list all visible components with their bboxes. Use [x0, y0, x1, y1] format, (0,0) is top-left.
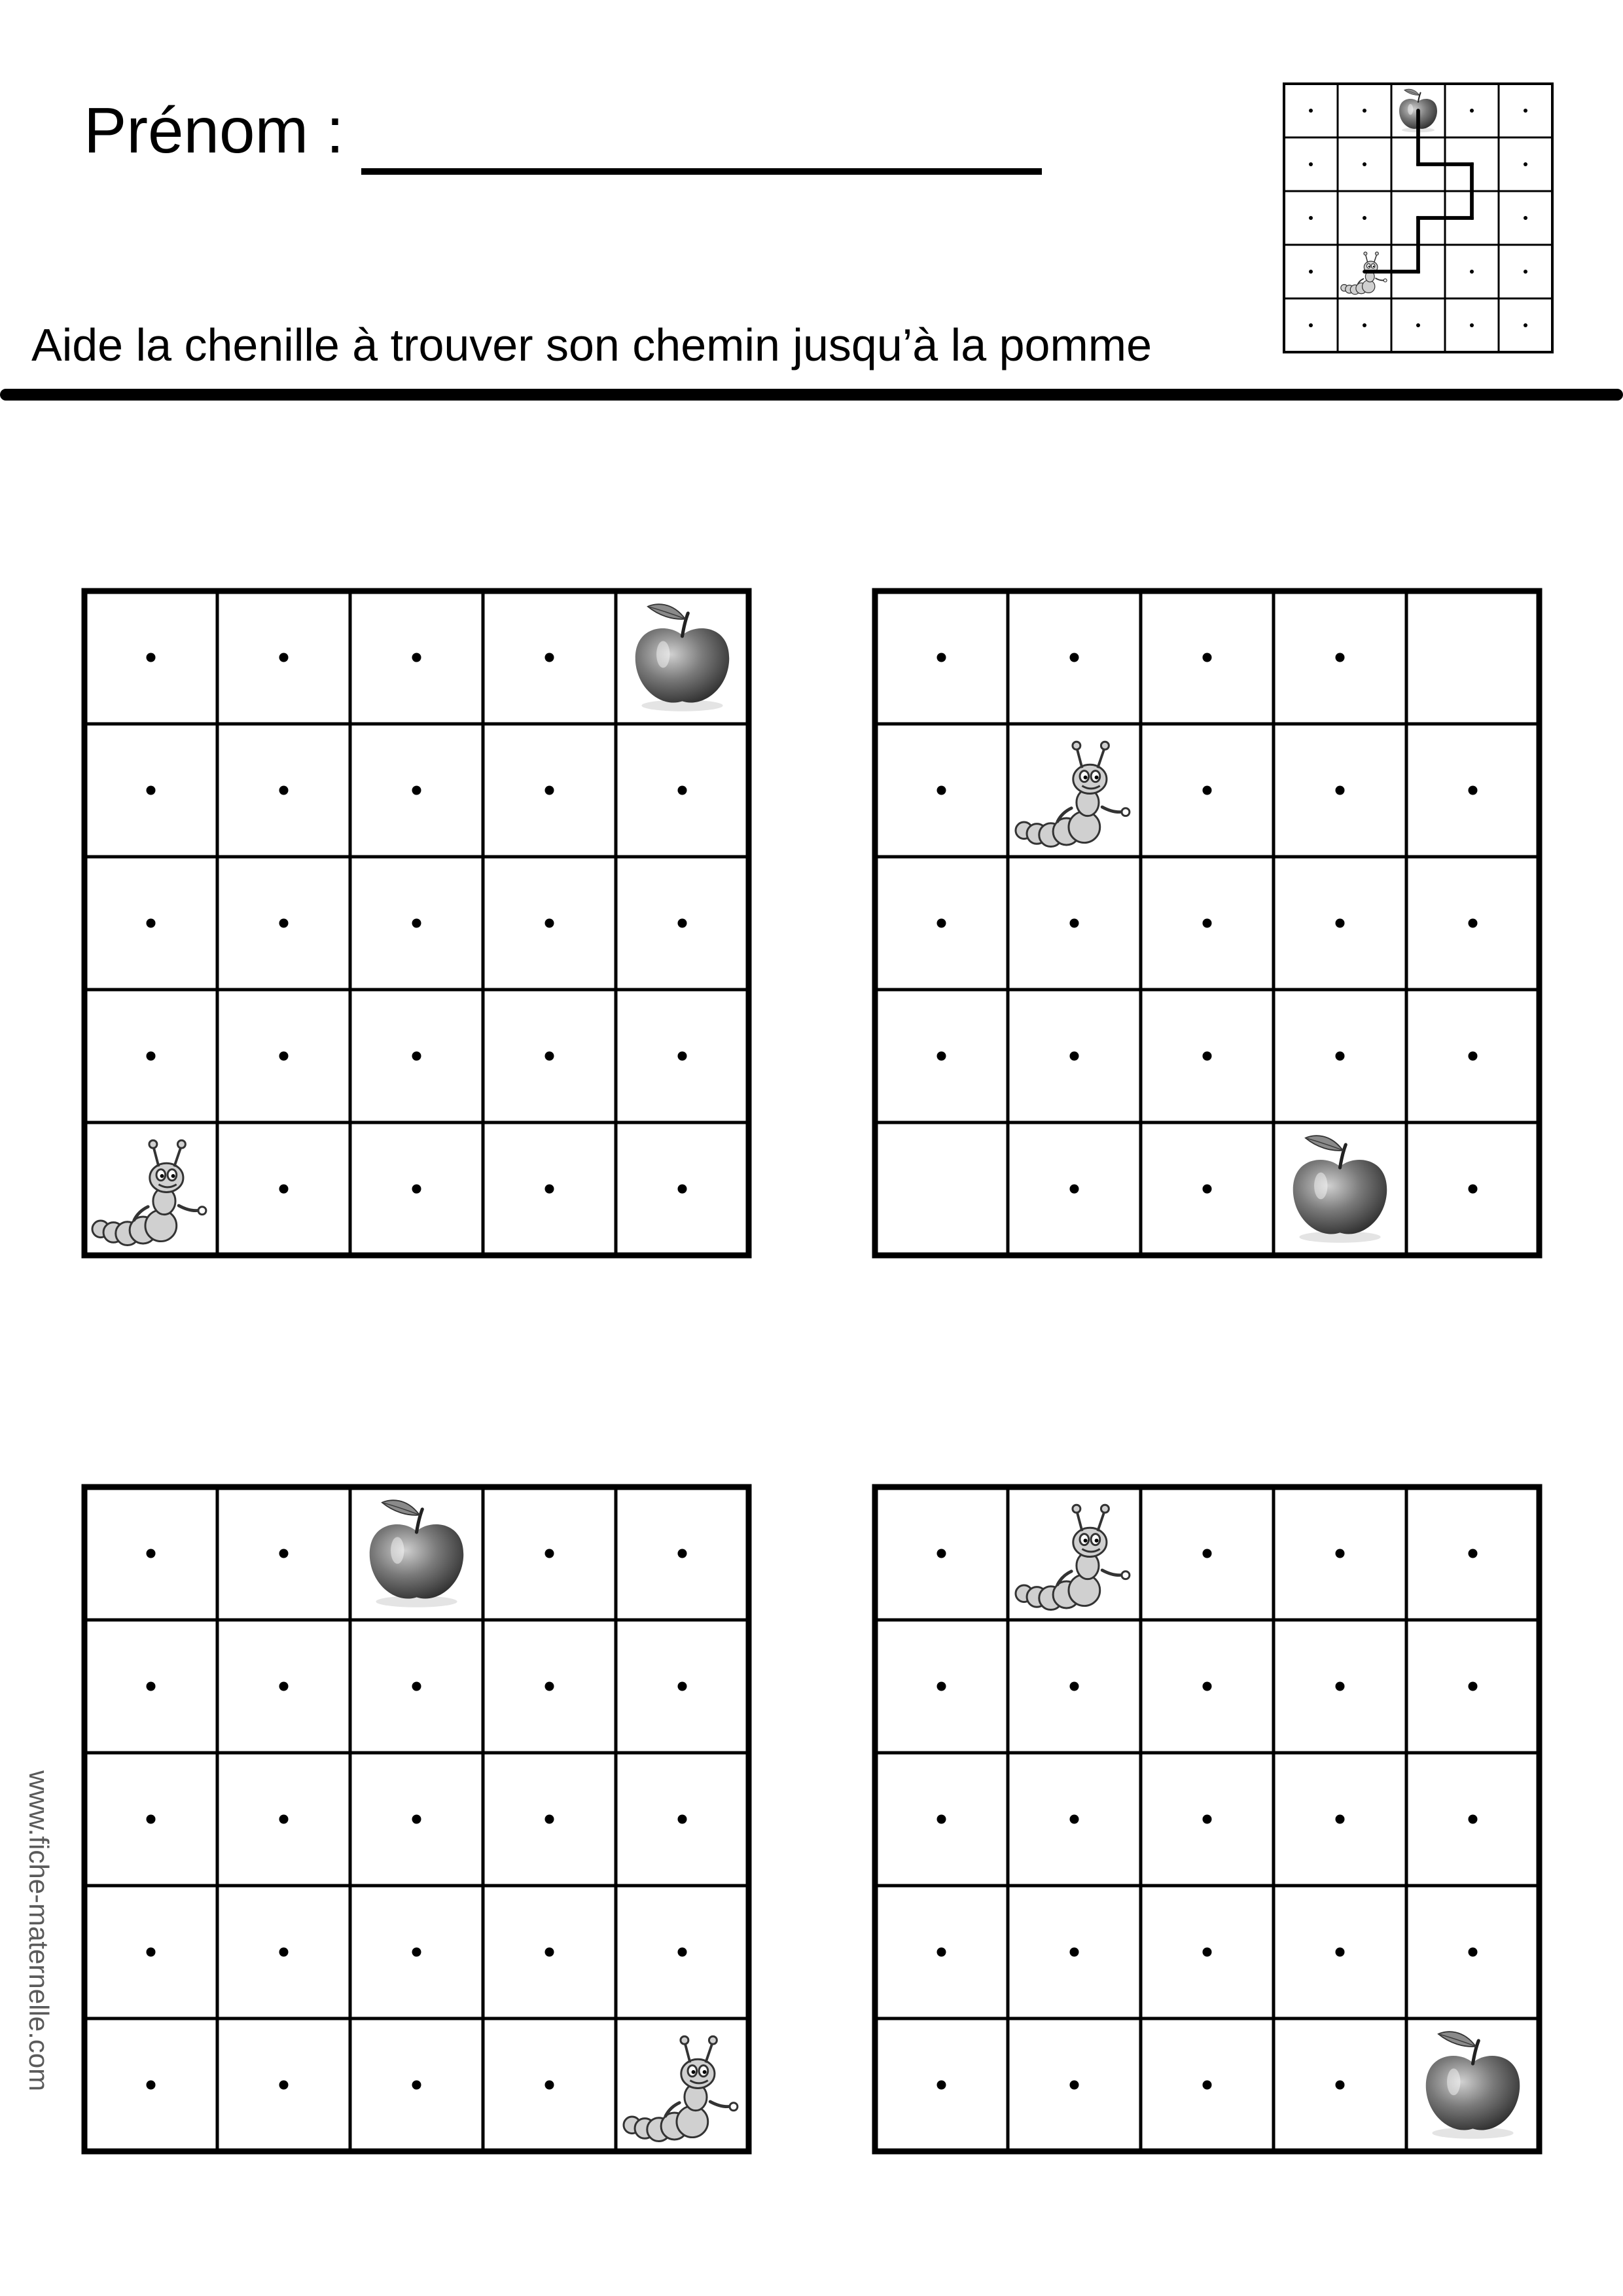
- grid-cell-r3-c1[interactable]: [84, 857, 217, 990]
- dot-marker: [412, 2081, 421, 2090]
- dot-marker: [937, 919, 946, 928]
- grid-cell-r3-c3[interactable]: [1141, 857, 1274, 990]
- grid-cell-r5-c1: [1284, 298, 1338, 352]
- dot-marker: [1309, 323, 1313, 327]
- grid-cell-r3-c4[interactable]: [1274, 857, 1406, 990]
- grid-cell-r5-c1[interactable]: [84, 2018, 217, 2151]
- grid-cell-r4-c4[interactable]: [1274, 1886, 1406, 2018]
- dot-marker: [1203, 653, 1212, 662]
- dot-marker: [1203, 1185, 1212, 1194]
- grid-cell-r2-c1[interactable]: [84, 1620, 217, 1753]
- dot-marker: [678, 1682, 687, 1691]
- dot-marker: [1469, 786, 1478, 795]
- dot-marker: [1363, 216, 1366, 220]
- grid-cell-r5-c2[interactable]: [217, 2018, 350, 2151]
- grid-cell-r5-c5[interactable]: [616, 2018, 749, 2151]
- dot-marker: [279, 2081, 289, 2090]
- grid-cell-r2-c5[interactable]: [1406, 1620, 1539, 1753]
- grid-cell-r2-c1[interactable]: [875, 724, 1008, 857]
- grid-cell-r3-c4[interactable]: [483, 857, 616, 990]
- dot-marker: [1469, 1549, 1478, 1558]
- grid-cell-r1-c2[interactable]: [1008, 1487, 1141, 1620]
- grid-cell-r1-c3[interactable]: [1141, 1487, 1274, 1620]
- grid-cell-r3-c1: [1284, 191, 1338, 245]
- dot-marker: [412, 1185, 421, 1194]
- dot-marker: [678, 1185, 687, 1194]
- example-grid: [1281, 81, 1555, 358]
- grid-cell-r4-c1[interactable]: [875, 1886, 1008, 2018]
- dot-marker: [1203, 919, 1212, 928]
- dot-marker: [1470, 323, 1474, 327]
- dot-marker: [279, 1052, 289, 1061]
- grid-cell-r1-c5[interactable]: [616, 1487, 749, 1620]
- dot-marker: [545, 653, 554, 662]
- grid-cell-r1-c5[interactable]: [616, 591, 749, 724]
- dot-marker: [147, 1682, 156, 1691]
- dot-marker: [147, 1052, 156, 1061]
- dot-marker: [279, 786, 289, 795]
- dot-marker: [1469, 1948, 1478, 1957]
- dot-marker: [1469, 919, 1478, 928]
- dot-marker: [1363, 162, 1366, 166]
- dot-marker: [1336, 653, 1345, 662]
- grid-cell-r3-c4[interactable]: [1274, 1753, 1406, 1886]
- grid-cell-r2-c2[interactable]: [1008, 1620, 1141, 1753]
- grid-cell-r1-c1[interactable]: [875, 591, 1008, 724]
- grid-cell-r3-c2[interactable]: [1008, 1753, 1141, 1886]
- dot-marker: [678, 1549, 687, 1558]
- grid-cell-r5-c4[interactable]: [483, 1122, 616, 1255]
- grid-cell-r5-c4: [1445, 298, 1499, 352]
- dot-marker: [1363, 323, 1366, 327]
- grid-cell-r1-c4[interactable]: [1274, 591, 1406, 724]
- dot-marker: [412, 1052, 421, 1061]
- grid-cell-r3-c2[interactable]: [217, 1753, 350, 1886]
- exercise-grid-4[interactable]: [869, 1481, 1545, 2161]
- grid-cell-r5-c4[interactable]: [1274, 1122, 1406, 1255]
- dot-marker: [1070, 919, 1079, 928]
- grid-cell-r5-c5[interactable]: [1406, 1122, 1539, 1255]
- grid-cell-r4-c5: [1499, 245, 1552, 298]
- dot-marker: [1470, 109, 1474, 113]
- dot-marker: [1336, 1815, 1345, 1824]
- grid-cell-r3-c5[interactable]: [616, 1753, 749, 1886]
- grid-cell-r2-c5[interactable]: [1406, 724, 1539, 857]
- grid-cell-r2-c3[interactable]: [1141, 1620, 1274, 1753]
- instruction-text: Aide la chenille à trouver son chemin jusqu’à la pomme: [31, 319, 1152, 370]
- grid-cell-r3-c1[interactable]: [875, 857, 1008, 990]
- grid-cell-r5-c2[interactable]: [217, 1122, 350, 1255]
- dot-marker: [1363, 109, 1366, 113]
- dot-marker: [545, 786, 554, 795]
- dot-marker: [412, 653, 421, 662]
- grid-cell-r1-c1[interactable]: [84, 591, 217, 724]
- grid-cell-r1-c5[interactable]: [1406, 591, 1539, 724]
- grid-cell-r4-c4[interactable]: [483, 1886, 616, 2018]
- header-divider: [0, 389, 1623, 401]
- grid-cell-r2-c2: [1338, 137, 1391, 191]
- grid-cell-r1-c4: [1445, 84, 1499, 137]
- grid-cell-r1-c2[interactable]: [1008, 591, 1141, 724]
- grid-cell-r2-c2[interactable]: [217, 1620, 350, 1753]
- dot-marker: [147, 1815, 156, 1824]
- dot-marker: [937, 1549, 946, 1558]
- grid-cell-r1-c4[interactable]: [1274, 1487, 1406, 1620]
- dot-marker: [545, 1185, 554, 1194]
- grid-cell-r5-c1[interactable]: [875, 1122, 1008, 1255]
- grid-cell-r5-c4[interactable]: [1274, 2018, 1406, 2151]
- grid-cell-r4-c4: [1445, 245, 1499, 298]
- dot-marker: [1203, 2081, 1212, 2090]
- dot-marker: [1203, 1052, 1212, 1061]
- grid-cell-r4-c4[interactable]: [1274, 990, 1406, 1122]
- grid-cell-r2-c2[interactable]: [1008, 724, 1141, 857]
- grid-cell-r2-c4[interactable]: [483, 724, 616, 857]
- dot-marker: [678, 919, 687, 928]
- grid-cell-r5-c2: [1338, 298, 1391, 352]
- grid-cell-r4-c5[interactable]: [616, 1886, 749, 2018]
- dot-marker: [1469, 1052, 1478, 1061]
- dot-marker: [279, 653, 289, 662]
- dot-marker: [1203, 786, 1212, 795]
- grid-cell-r1-c4[interactable]: [483, 1487, 616, 1620]
- dot-marker: [678, 1052, 687, 1061]
- dot-marker: [545, 2081, 554, 2090]
- dot-marker: [147, 1549, 156, 1558]
- grid-cell-r3-c5: [1499, 191, 1552, 245]
- grid-cell-r4-c5[interactable]: [1406, 990, 1539, 1122]
- dot-marker: [545, 1948, 554, 1957]
- dot-marker: [1070, 1815, 1079, 1824]
- grid-cell-r1-c2: [1338, 84, 1391, 137]
- grid-cell-r1-c1: [1284, 84, 1338, 137]
- grid-cell-r3-c3[interactable]: [350, 1753, 483, 1886]
- dot-marker: [1524, 109, 1527, 113]
- grid-cell-r3-c5[interactable]: [616, 857, 749, 990]
- exercise-grid-2[interactable]: [869, 585, 1545, 1265]
- dot-marker: [1203, 1815, 1212, 1824]
- grid-cell-r1-c2[interactable]: [217, 591, 350, 724]
- dot-marker: [1469, 1815, 1478, 1824]
- dot-marker: [412, 919, 421, 928]
- dot-marker: [1070, 1185, 1079, 1194]
- dot-marker: [279, 919, 289, 928]
- dot-marker: [1524, 216, 1527, 220]
- grid-cell-r4-c1[interactable]: [84, 990, 217, 1122]
- dot-marker: [147, 919, 156, 928]
- grid-cell-r3-c2[interactable]: [217, 857, 350, 990]
- grid-cell-r4-c3[interactable]: [1141, 1886, 1274, 2018]
- grid-cell-r4-c3[interactable]: [350, 990, 483, 1122]
- grid-cell-r4-c2[interactable]: [1008, 1886, 1141, 2018]
- grid-cell-r3-c5[interactable]: [1406, 857, 1539, 990]
- dot-marker: [1203, 1682, 1212, 1691]
- grid-cell-r4-c2[interactable]: [217, 990, 350, 1122]
- dot-marker: [147, 2081, 156, 2090]
- dot-marker: [1336, 1948, 1345, 1957]
- dot-marker: [545, 1815, 554, 1824]
- grid-cell-r2-c2[interactable]: [217, 724, 350, 857]
- dot-marker: [1524, 270, 1527, 274]
- dot-marker: [279, 1185, 289, 1194]
- grid-cell-r3-c2: [1338, 191, 1391, 245]
- dot-marker: [1336, 1682, 1345, 1691]
- dot-marker: [1336, 2081, 1345, 2090]
- dot-marker: [1309, 216, 1313, 220]
- exercise-grid-3[interactable]: [79, 1481, 755, 2161]
- grid-cell-r3-c1[interactable]: [84, 1753, 217, 1886]
- dot-marker: [279, 1549, 289, 1558]
- dot-marker: [678, 786, 687, 795]
- grid-cell-r2-c4[interactable]: [1274, 724, 1406, 857]
- dot-marker: [279, 1948, 289, 1957]
- grid-cell-r4-c1: [1284, 245, 1338, 298]
- grid-cell-r2-c4[interactable]: [1274, 1620, 1406, 1753]
- grid-cell-r1-c1[interactable]: [84, 1487, 217, 1620]
- dot-marker: [678, 1948, 687, 1957]
- dot-marker: [412, 1682, 421, 1691]
- dot-marker: [1524, 323, 1527, 327]
- dot-marker: [1203, 1948, 1212, 1957]
- grid-cell-r4-c5[interactable]: [616, 990, 749, 1122]
- grid-cell-r5-c5[interactable]: [616, 1122, 749, 1255]
- grid-cell-r2-c4[interactable]: [483, 1620, 616, 1753]
- grid-cell-r2-c1[interactable]: [875, 1620, 1008, 1753]
- website-credit: www.fiche-maternelle.com: [24, 1770, 54, 2092]
- dot-marker: [937, 1682, 946, 1691]
- grid-cell-r1-c2[interactable]: [217, 1487, 350, 1620]
- dot-marker: [1469, 1682, 1478, 1691]
- grid-cell-r1-c4[interactable]: [483, 591, 616, 724]
- grid-cell-r2-c5[interactable]: [616, 724, 749, 857]
- grid-cell-r5-c3[interactable]: [1141, 2018, 1274, 2151]
- grid-cell-r1-c3[interactable]: [1141, 591, 1274, 724]
- dot-marker: [937, 1948, 946, 1957]
- grid-cell-r5-c3: [1391, 298, 1445, 352]
- dot-marker: [1416, 323, 1420, 327]
- grid-cell-r4-c2[interactable]: [1008, 990, 1141, 1122]
- dot-marker: [147, 786, 156, 795]
- dot-marker: [279, 1815, 289, 1824]
- grid-cell-r4-c1[interactable]: [875, 990, 1008, 1122]
- grid-cell-r3-c4[interactable]: [483, 1753, 616, 1886]
- dot-marker: [937, 2081, 946, 2090]
- grid-cell-r2-c3[interactable]: [350, 724, 483, 857]
- grid-cell-r4-c3[interactable]: [350, 1886, 483, 2018]
- dot-marker: [147, 653, 156, 662]
- dot-marker: [545, 1549, 554, 1558]
- grid-cell-r2-c5[interactable]: [616, 1620, 749, 1753]
- dot-marker: [1070, 653, 1079, 662]
- dot-marker: [937, 1815, 946, 1824]
- grid-cell-r4-c3[interactable]: [1141, 990, 1274, 1122]
- dot-marker: [545, 1682, 554, 1691]
- dot-marker: [147, 1948, 156, 1957]
- grid-cell-r3-c1[interactable]: [875, 1753, 1008, 1886]
- dot-marker: [1070, 2081, 1079, 2090]
- grid-cell-r3-c3[interactable]: [1141, 1753, 1274, 1886]
- grid-cell-r1-c3[interactable]: [350, 591, 483, 724]
- dot-marker: [1309, 109, 1313, 113]
- exercise-grid-1[interactable]: [79, 585, 755, 1265]
- grid-cell-r1-c3[interactable]: [350, 1487, 483, 1620]
- grid-cell-r5-c1[interactable]: [875, 2018, 1008, 2151]
- dot-marker: [545, 919, 554, 928]
- grid-cell-r5-c3[interactable]: [350, 1122, 483, 1255]
- grid-cell-r2-c1: [1284, 137, 1338, 191]
- grid-cell-r2-c1[interactable]: [84, 724, 217, 857]
- grid-cell-r3-c2[interactable]: [1008, 857, 1141, 990]
- grid-cell-r3-c5[interactable]: [1406, 1753, 1539, 1886]
- grid-cell-r3-c3[interactable]: [350, 857, 483, 990]
- grid-cell-r1-c5[interactable]: [1406, 1487, 1539, 1620]
- grid-cell-r5-c3[interactable]: [1141, 1122, 1274, 1255]
- grid-cell-r2-c3[interactable]: [350, 1620, 483, 1753]
- dot-marker: [412, 1815, 421, 1824]
- grid-cell-r2-c5: [1499, 137, 1552, 191]
- dot-marker: [1336, 1549, 1345, 1558]
- grid-cell-r5-c2[interactable]: [1008, 1122, 1141, 1255]
- dot-marker: [1309, 270, 1313, 274]
- grid-cell-r5-c4[interactable]: [483, 2018, 616, 2151]
- dot-marker: [1203, 1549, 1212, 1558]
- dot-marker: [937, 1052, 946, 1061]
- dot-marker: [678, 1815, 687, 1824]
- dot-marker: [1336, 786, 1345, 795]
- dot-marker: [1336, 919, 1345, 928]
- dot-marker: [1469, 1185, 1478, 1194]
- dot-marker: [412, 786, 421, 795]
- name-label: Prénom :: [84, 94, 344, 166]
- grid-cell-r2-c3[interactable]: [1141, 724, 1274, 857]
- dot-marker: [545, 1052, 554, 1061]
- dot-marker: [1070, 1682, 1079, 1691]
- dot-marker: [279, 1682, 289, 1691]
- dot-marker: [412, 1948, 421, 1957]
- grid-cell-r4-c2[interactable]: [217, 1886, 350, 2018]
- dot-marker: [1470, 270, 1474, 274]
- dot-marker: [1309, 162, 1313, 166]
- grid-cell-r1-c5: [1499, 84, 1552, 137]
- grid-cell-r5-c5[interactable]: [1406, 2018, 1539, 2151]
- grid-cell-r5-c3[interactable]: [350, 2018, 483, 2151]
- grid-cell-r4-c1[interactable]: [84, 1886, 217, 2018]
- grid-cell-r1-c1[interactable]: [875, 1487, 1008, 1620]
- dot-marker: [937, 653, 946, 662]
- grid-cell-r5-c5: [1499, 298, 1552, 352]
- dot-marker: [937, 786, 946, 795]
- dot-marker: [1070, 1948, 1079, 1957]
- dot-marker: [1336, 1052, 1345, 1061]
- grid-cell-r5-c1[interactable]: [84, 1122, 217, 1255]
- dot-marker: [1524, 162, 1527, 166]
- dot-marker: [1070, 1052, 1079, 1061]
- grid-cell-r4-c5[interactable]: [1406, 1886, 1539, 2018]
- grid-cell-r5-c2[interactable]: [1008, 2018, 1141, 2151]
- name-write-line[interactable]: [361, 168, 1042, 175]
- grid-cell-r4-c4[interactable]: [483, 990, 616, 1122]
